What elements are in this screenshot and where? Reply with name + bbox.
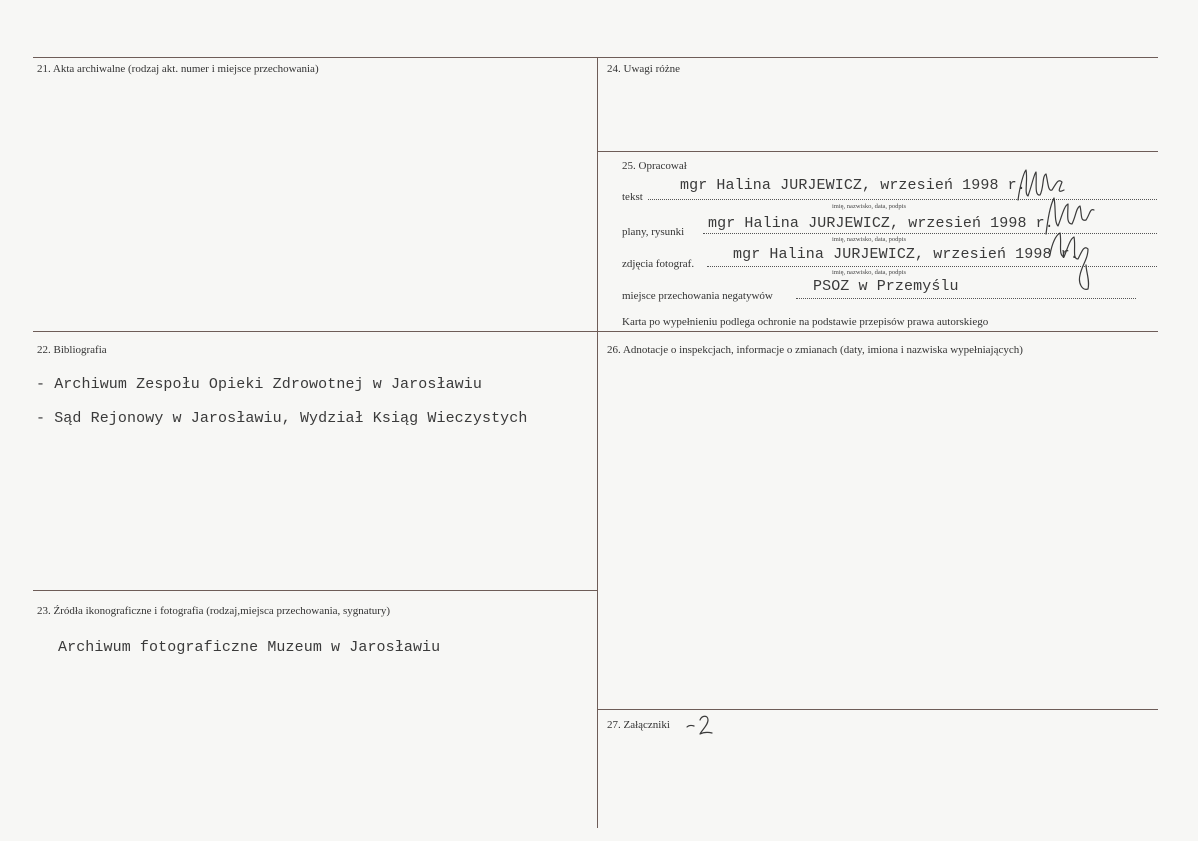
bibliography-item: - Sąd Rejonowy w Jarosławiu, Wydział Ksiąg Wieczystych — [36, 410, 528, 427]
section22-label: 22. Bibliografia — [37, 344, 107, 356]
negatives-location-label: miejsce przechowania negatywów — [622, 290, 773, 302]
photos-author-caption: imię, nazwisko, data, podpis — [832, 269, 907, 276]
rule-section22-23 — [33, 590, 598, 591]
section21-label: 21. Akta archiwalne (rodzaj akt. numer i miejsce przechowania) — [37, 63, 319, 75]
rule-section24-25 — [597, 151, 1158, 152]
section27-label: 27. Załączniki — [607, 719, 670, 731]
section24-label: 24. Uwagi różne — [607, 63, 681, 75]
plans-author-value: mgr Halina JURJEWICZ, wrzesień 1998 r. — [708, 215, 1054, 232]
text-author-value: mgr Halina JURJEWICZ, wrzesień 1998 r. — [680, 177, 1026, 194]
signature-photos — [1042, 225, 1102, 295]
rule-middle — [33, 331, 1158, 332]
photos-author-label: zdjęcia fotograf. — [622, 258, 695, 270]
plans-author-label: plany, rysunki — [622, 226, 685, 238]
text-author-caption: imię, nazwisko, data, podpis — [832, 203, 907, 210]
negatives-location-value: PSOZ w Przemyślu — [813, 278, 959, 295]
attachments-handwritten-value — [684, 710, 724, 740]
copyright-note: Karta po wypełnieniu podlega ochronie na podstawie przepisów prawa autorskiego — [622, 316, 989, 328]
text-author-label: tekst — [622, 191, 643, 203]
top-rule — [33, 57, 1158, 58]
section26-label: 26. Adnotacje o inspekcjach, informacje o zmianach (daty, imiona i nazwiska wypełniających) — [607, 344, 1023, 356]
negatives-location-line — [796, 298, 1136, 299]
section25-label: 25. Opracował — [622, 160, 687, 172]
rule-section26-27 — [597, 709, 1158, 710]
bibliography-item: - Archiwum Zespołu Opieki Zdrowotnej w Jarosławiu — [36, 376, 482, 393]
center-divider — [597, 57, 598, 828]
section23-label: 23. Źródła ikonograficzne i fotografia (rodzaj,miejsca przechowania, sygnatury) — [37, 605, 391, 617]
iconography-source-value: Archiwum fotograficzne Muzeum w Jarosławiu — [58, 639, 441, 656]
plans-author-caption: imię, nazwisko, data, podpis — [832, 236, 907, 243]
photos-author-value: mgr Halina JURJEWICZ, wrzesień 1998 r. — [733, 246, 1079, 263]
